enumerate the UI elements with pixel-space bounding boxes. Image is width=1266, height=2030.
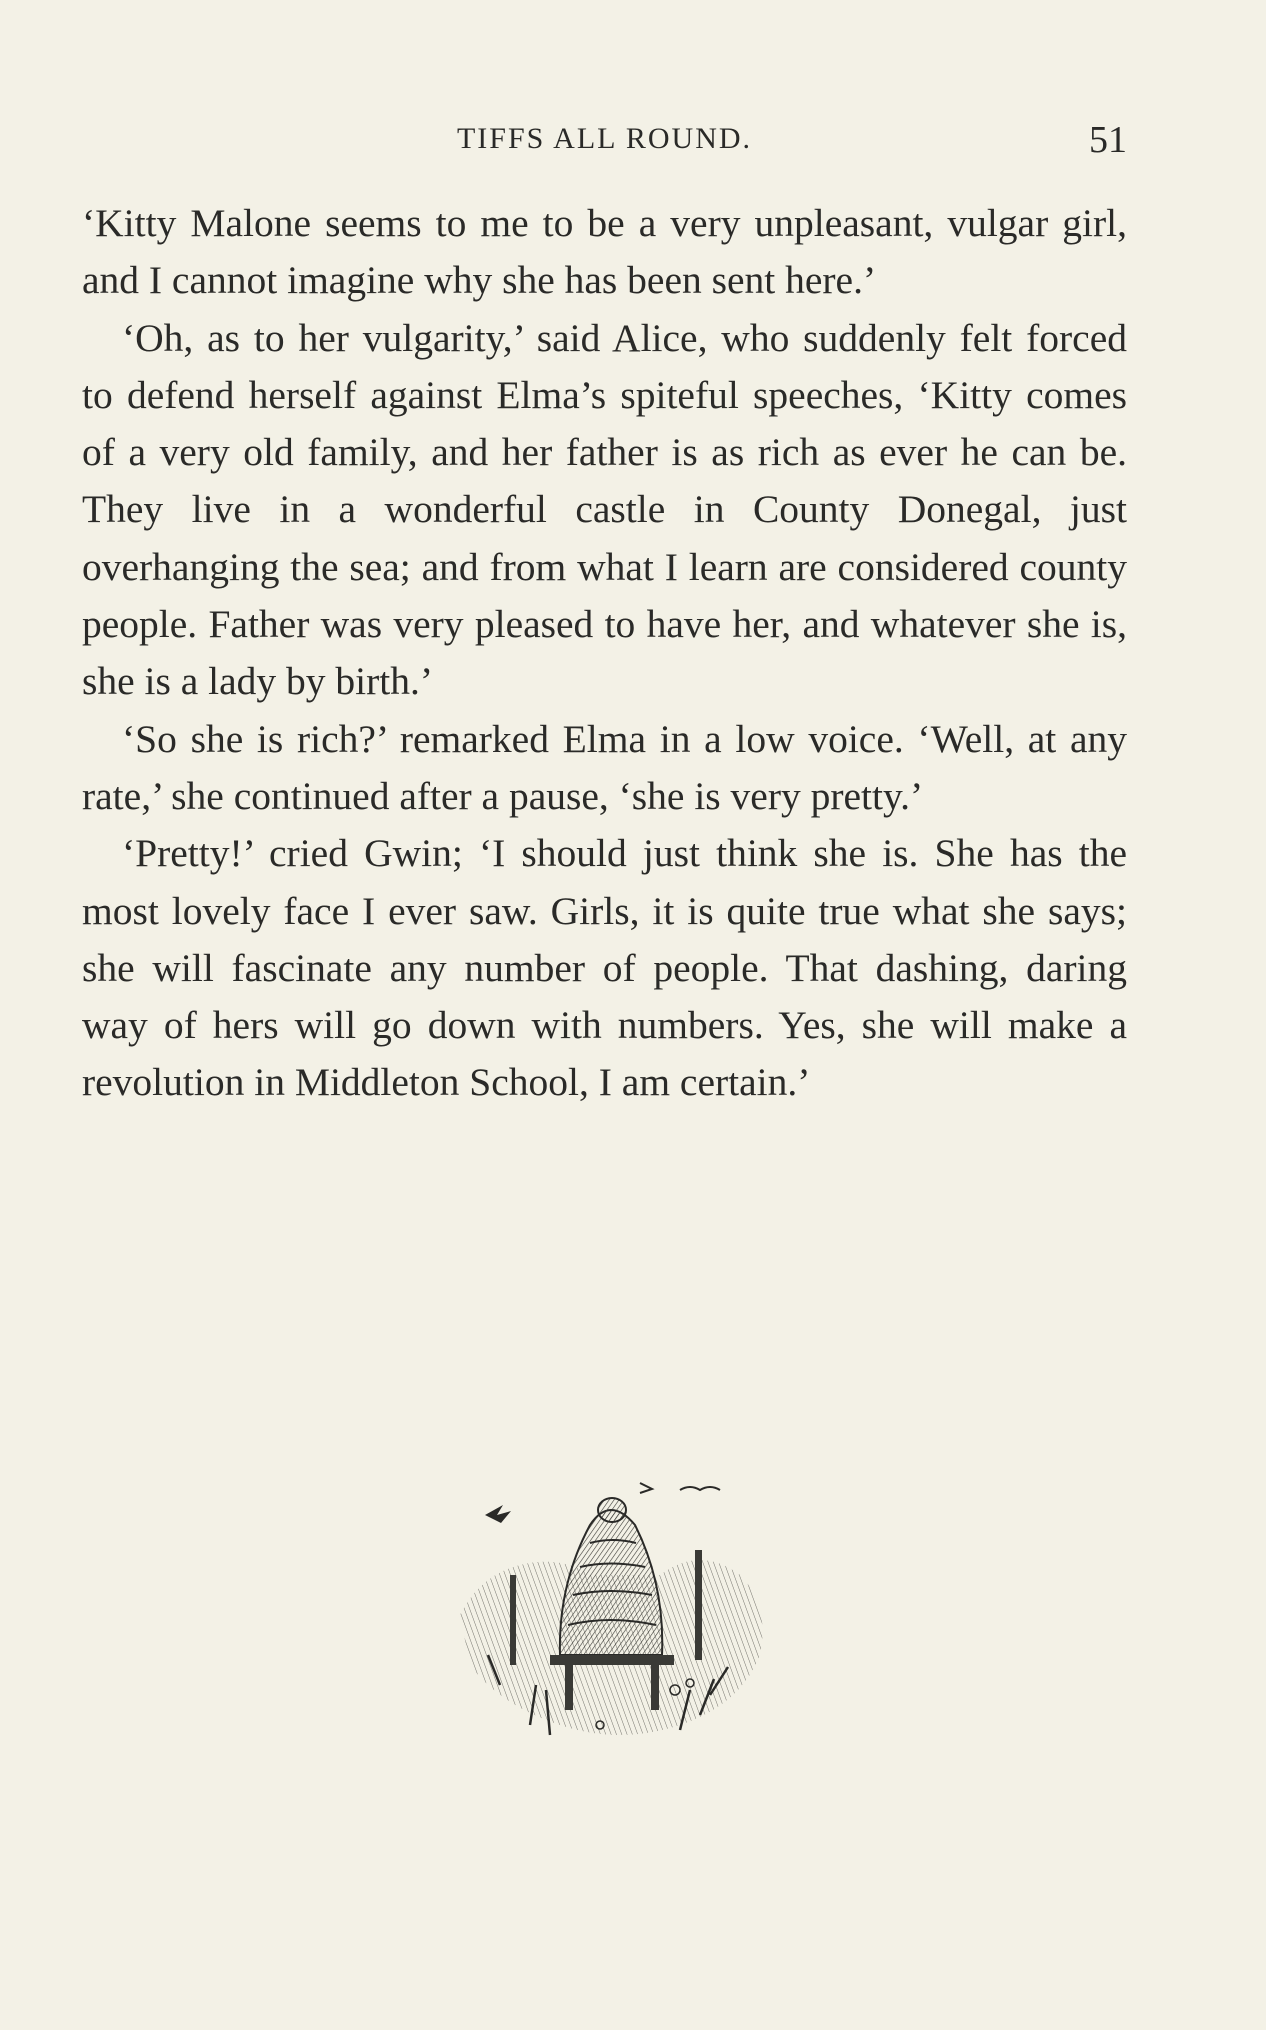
beehive-vignette-illustration [440,1455,780,1755]
running-title: TIFFS ALL ROUND. [456,122,753,155]
body-text [82,195,1127,1112]
paragraph-4: ‘Pretty!’ cried Gwin; ‘I should just think she is. She has the most lovely face I ever saw. Girls, it is quite true what she says; she will fascinate any number of people. That dashing, daring way of hers will go down with numbers. Yes, she will make a revolution in Middleton School, I am certain.’ [82,831,1127,1105]
page-number: 51 [1089,119,1127,161]
running-head [82,118,1127,162]
paragraph-2: ‘Oh, as to her vulgarity,’ said Alice, who suddenly felt forced to defend herself against Elma’s spiteful speeches, ‘Kitty comes of a very old family, and her father is as rich as ever he can be. They live in a wonderful castle in County Donegal, just overhanging the sea; and from what I learn are considered county people. Father was very pleased to have her, and whatever she is, she is a lady by birth.’ [82,315,1127,704]
paragraph-1: ‘Kitty Malone seems to me to be a very unpleasant, vulgar girl, and I cannot imagine why she has been sent here.’ [82,201,1127,303]
paragraph-3: ‘So she is rich?’ remarked Elma in a low voice. ‘Well, at any rate,’ she continued after a pause, ‘she is very pretty.’ [82,716,1127,818]
vignette-skep [560,1510,662,1655]
